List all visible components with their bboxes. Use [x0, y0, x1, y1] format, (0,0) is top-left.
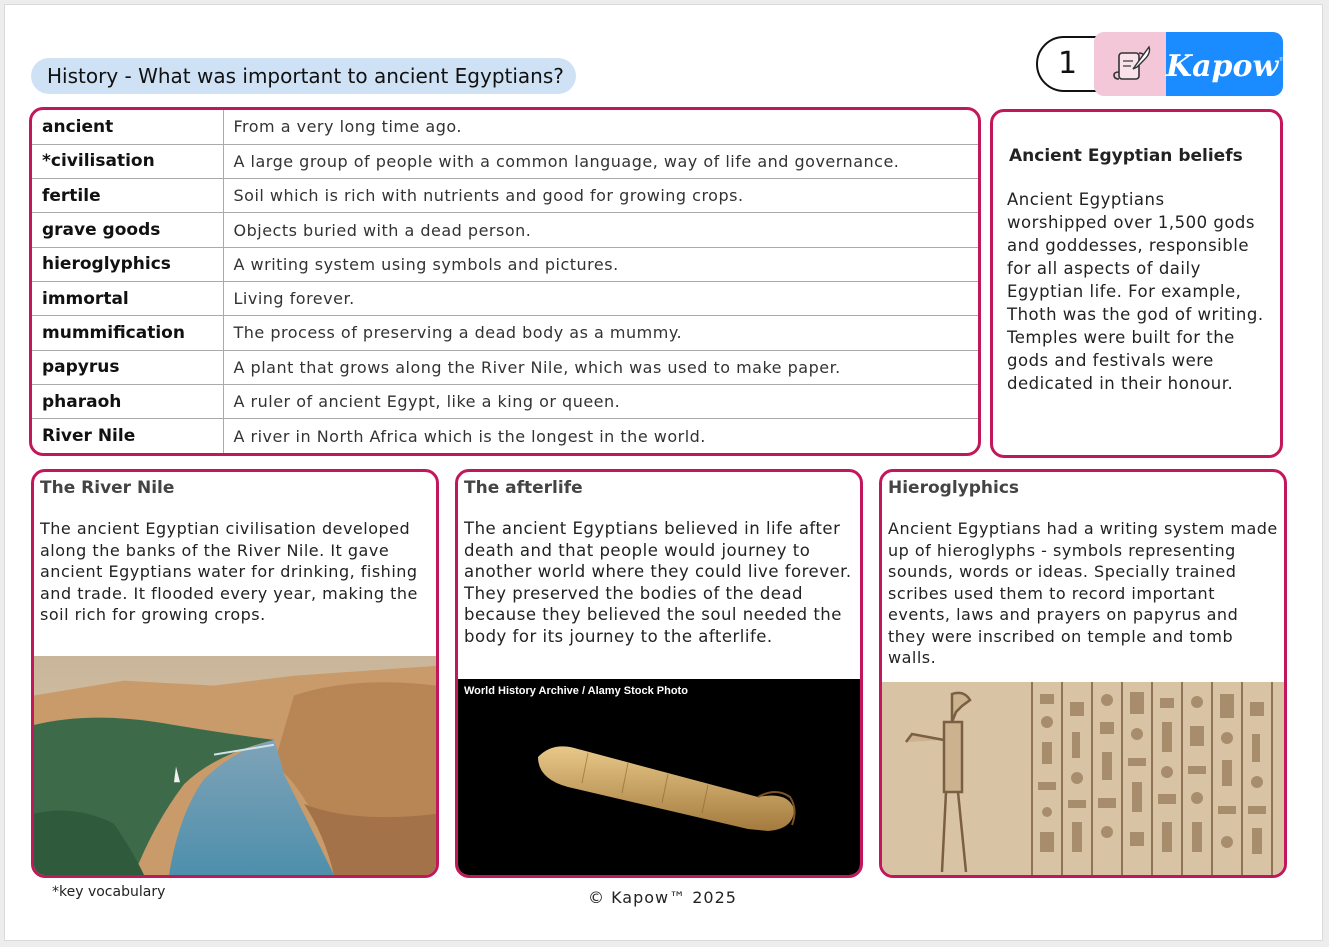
vocab-definition: Objects buried with a dead person. — [223, 213, 978, 247]
kapow-logo — [1166, 32, 1289, 96]
vocab-definition: A river in North Africa which is the longest in the world. — [233, 426, 706, 446]
vocab-term: hieroglyphics — [32, 247, 223, 281]
beliefs-heading: Ancient Egyptian beliefs — [1009, 146, 1243, 166]
logo-text: Kapow — [1166, 49, 1279, 84]
scroll-quill-icon — [1094, 32, 1170, 96]
vocab-term: pharaoh — [32, 384, 223, 418]
vocab-definition: A ruler of ancient Egypt, like a king or queen. — [223, 384, 978, 418]
table-row — [32, 213, 978, 247]
afterlife-panel — [455, 469, 863, 878]
vocab-term: fertile — [32, 179, 223, 213]
river-nile-photo — [34, 656, 436, 875]
table-row — [32, 179, 978, 213]
table-row — [32, 281, 978, 315]
vocab-definition: A plant that grows along the River Nile, which was used to make paper. — [223, 350, 978, 384]
table-row — [32, 247, 978, 281]
vocab-definition: Living forever. — [223, 281, 978, 315]
mummy-photo — [458, 679, 860, 875]
table-row — [32, 384, 978, 418]
hieroglyphics-panel — [879, 469, 1287, 878]
beliefs-panel — [990, 109, 1283, 458]
lesson-number-badge: 1 — [1036, 36, 1116, 92]
vocab-definition: A writing system using symbols and pictures. — [223, 247, 978, 281]
vocab-term: *civilisation — [32, 144, 223, 178]
hieroglyphics-body: Ancient Egyptians had a writing system made up of hieroglyphs - symbols representing sounds, words or ideas. Specially trained scribes used them to record important events, laws and prayers on papyrus and they were inscribed on temple and tomb walls. — [888, 519, 1278, 667]
copyright: © Kapow™ 2025 — [588, 888, 737, 907]
beliefs-body: Ancient Egyptians worshipped over 1,500 gods and goddesses, responsible for all aspects of daily Egyptian life. For example, Thoth was the god of writing. Temples were built for the gods and festivals were dedicated in their honour. — [1007, 190, 1264, 393]
vocab-definition: A large group of people with a common language, way of life and governance. — [223, 144, 978, 178]
hieroglyphs-wall-photo — [882, 682, 1284, 875]
vocab-term: papyrus — [32, 350, 223, 384]
vocab-term: mummification — [32, 316, 223, 350]
vocab-term: River Nile — [32, 419, 223, 453]
river-nile-panel — [31, 469, 439, 878]
vocab-term: grave goods — [32, 213, 223, 247]
afterlife-body: The ancient Egyptians believed in life after death and that people would journey to another world where they could live forever. They preserved the bodies of the dead because they believed the soul needed the body for its journey to the afterlife. — [464, 519, 852, 646]
key-vocabulary-note: *key vocabulary — [52, 884, 166, 900]
nile-heading: The River Nile — [40, 478, 175, 498]
table-row — [32, 419, 978, 453]
nile-body: The ancient Egyptian civilisation developed along the banks of the River Nile. It gave ancient Egyptians water for drinking, fishing and trade. It flooded every year, making the soil rich for growing crops. — [40, 519, 418, 624]
vocab-definition: The process of preserving a dead body as a mummy. — [223, 316, 978, 350]
table-row — [32, 144, 978, 178]
table-row — [32, 110, 978, 144]
afterlife-heading: The afterlife — [464, 478, 583, 498]
vocab-term: immortal — [32, 281, 223, 315]
logo-trademark: ™ — [1278, 57, 1289, 68]
vocab-definition: Soil which is rich with nutrients and good for growing crops. — [223, 179, 978, 213]
hieroglyphics-heading: Hieroglyphics — [888, 478, 1020, 498]
photo-credit: World History Archive / Alamy Stock Photo — [464, 685, 688, 697]
page-title: History - What was important to ancient Egyptians? — [31, 58, 576, 94]
table-row — [32, 350, 978, 384]
vocab-definition: From a very long time ago. — [223, 110, 978, 144]
vocabulary-table — [29, 107, 981, 456]
vocab-term: ancient — [32, 110, 223, 144]
table-row — [32, 316, 978, 350]
